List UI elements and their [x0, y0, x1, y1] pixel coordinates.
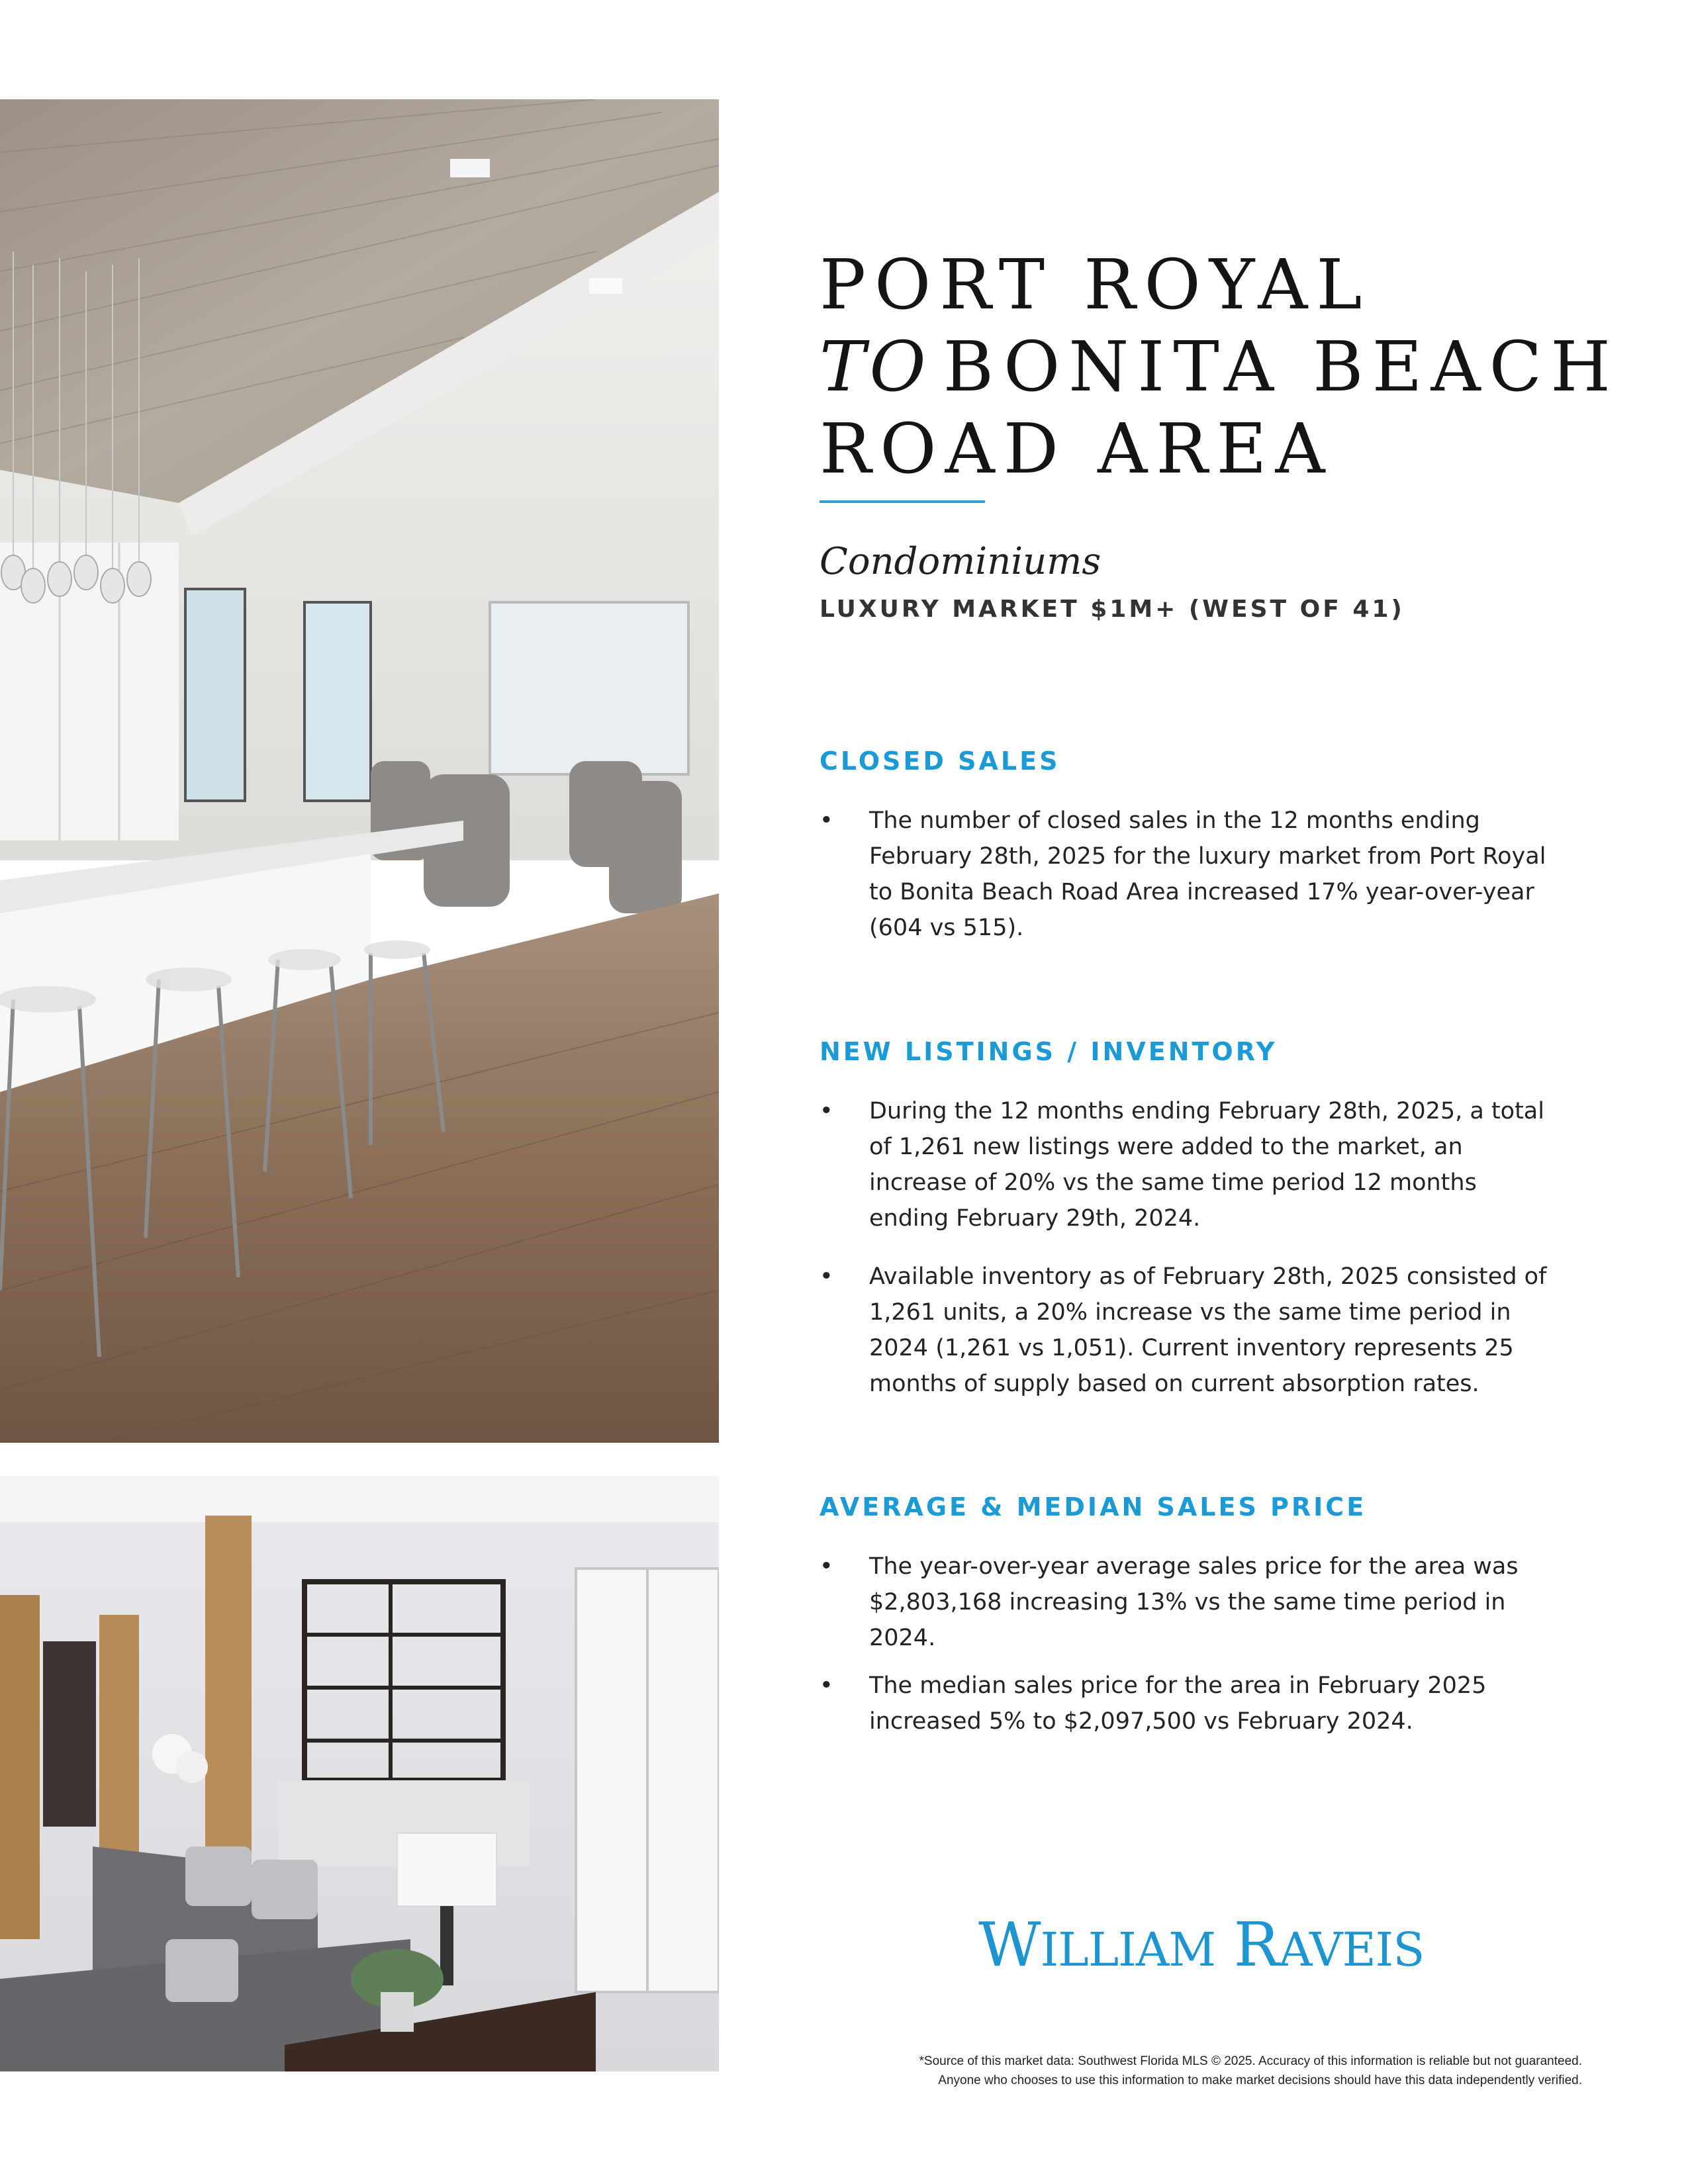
source-footnote	[919, 2052, 1582, 2090]
title-to-italic: TO	[820, 326, 930, 407]
bullet-point: •	[820, 1098, 833, 1124]
market-label: LUXURY MARKET $1M+ (WEST OF 41)	[820, 596, 1405, 623]
bullet-text: During the 12 months ending February 28th, 2025, a total of 1,261 new listings were added to the market, an increase of 20% vs the same time period 12 months ending February 29th, 2024.	[869, 1098, 1544, 1232]
page-title	[820, 244, 1647, 490]
new-listings-bullet-2	[820, 1259, 1561, 1402]
living-room-photo	[0, 1476, 719, 2071]
closed-sales-bullet-1	[820, 803, 1561, 946]
footnote-line-2: Anyone who chooses to use this information to make market decisions should have this data independently verified.	[938, 2073, 1582, 2087]
footnote-line-1: *Source of this market data: Southwest Florida MLS © 2025. Accuracy of this information is reliable but not guaranteed.	[919, 2054, 1582, 2068]
sales-price-bullet-2	[820, 1668, 1561, 1739]
logo-illiam: ILLIAM	[1040, 1923, 1216, 1977]
bullet-point: •	[820, 807, 833, 834]
title-line-1: PORT ROYAL	[820, 244, 1371, 325]
title-line-2-rest: BONITA BEACH	[943, 326, 1619, 407]
kitchen-photo	[0, 99, 719, 1443]
logo-r: R	[1233, 1909, 1279, 1980]
logo-w: W	[978, 1909, 1041, 1980]
bullet-text: The number of closed sales in the 12 months ending February 28th, 2025 for the luxury market from Port Royal to Bonita Beach Road Area increased 17% year-over-year (604 vs 515).	[869, 807, 1546, 941]
closed-sales-heading: CLOSED SALES	[820, 747, 1060, 776]
property-type: Condominiums	[820, 540, 1102, 583]
bullet-text: The median sales price for the area in February 2025 increased 5% to $2,097,500 vs February 2024.	[869, 1672, 1487, 1735]
bullet-text: The year-over-year average sales price for the area was $2,803,168 increasing 13% vs the same time period in 2024.	[869, 1553, 1519, 1651]
sales-price-bullet-1	[820, 1549, 1561, 1656]
title-divider	[820, 500, 985, 503]
title-line-2	[820, 326, 1647, 408]
title-line-3: ROAD AREA	[820, 408, 1334, 489]
new-listings-heading: NEW LISTINGS / INVENTORY	[820, 1037, 1278, 1066]
william-raveis-logo	[978, 1909, 1425, 1980]
bullet-text: Available inventory as of February 28th, 2025 consisted of 1,261 units, a 20% increase vs the same time period in 2024 (1,261 vs 1,051). Current inventory represents 25 months of supply based on current absorption rates.	[869, 1263, 1547, 1397]
bullet-point: •	[820, 1553, 833, 1580]
bullet-point: •	[820, 1672, 833, 1699]
sales-price-heading: AVERAGE & MEDIAN SALES PRICE	[820, 1492, 1367, 1522]
new-listings-bullet-1	[820, 1093, 1561, 1236]
logo-aveis: AVEIS	[1278, 1923, 1425, 1977]
bullet-point: •	[820, 1263, 833, 1290]
